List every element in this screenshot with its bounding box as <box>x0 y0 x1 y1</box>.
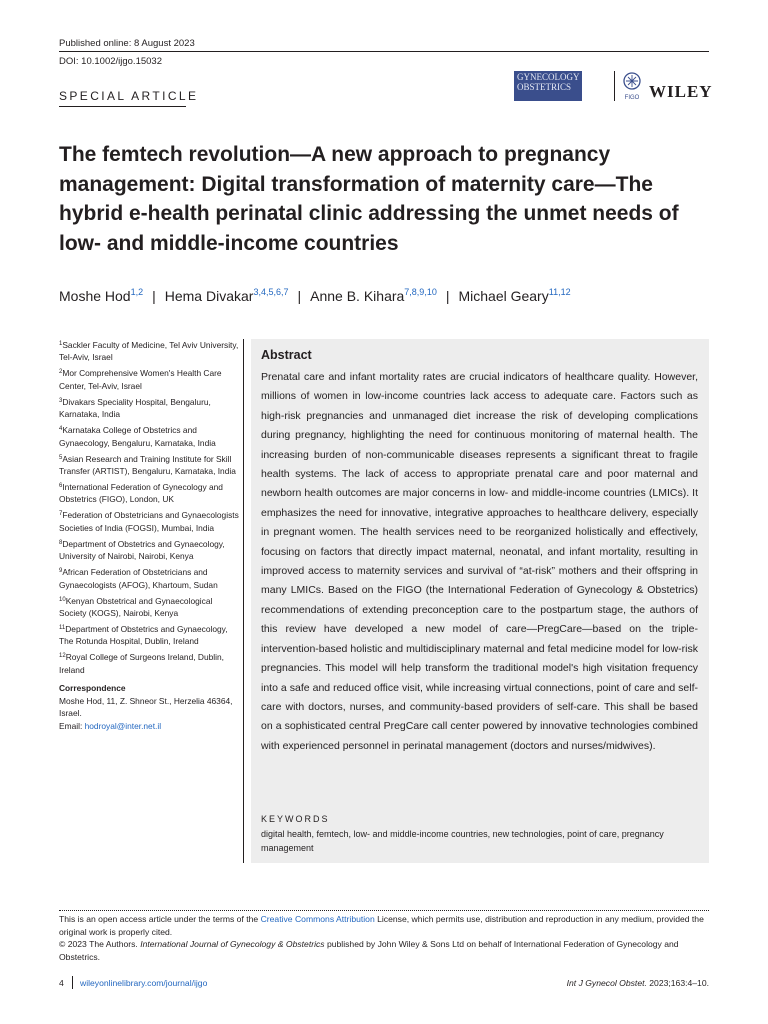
author-3[interactable] <box>310 288 437 304</box>
affiliation-item <box>59 338 239 364</box>
affiliation-number: 4 <box>59 426 63 433</box>
email-link[interactable]: hodroyal@inter.net.il <box>84 720 162 731</box>
figo-label: FIGO <box>624 95 640 101</box>
affiliation-text: Sackler Faculty of Medicine, Tel Aviv University, Tel-Aviv, Israel <box>59 340 239 363</box>
correspondence-heading: Correspondence <box>59 683 126 694</box>
affiliation-number: 12 <box>59 653 66 660</box>
affiliation-item <box>59 537 239 563</box>
citation-journal: Int J Gynecol Obstet. <box>566 978 647 988</box>
affiliation-number: 1 <box>59 341 63 347</box>
affiliation-text: Kenyan Obstetrical and Gynaecological Society (KOGS), Nairobi, Kenya <box>59 595 213 619</box>
affiliation-text: Karnataka College of Obstetrics and Gynaecology, Bengaluru, Karnataka, India <box>59 425 216 448</box>
affiliation-text: Mor Comprehensive Women's Health Care Center, Tel-Aviv, Israel <box>59 368 222 391</box>
journal-url[interactable]: wileyonlinelibrary.com/journal/ijgo <box>80 978 208 988</box>
affiliation-item <box>59 423 239 449</box>
affiliation-number: 11 <box>59 625 66 632</box>
correspondence-email-line <box>59 720 239 732</box>
journal-logo[interactable] <box>514 71 582 101</box>
author-affil-refs[interactable]: 11,12 <box>548 287 571 297</box>
affiliation-item <box>59 565 239 591</box>
affiliation-item <box>59 594 239 620</box>
footer-divider <box>72 976 73 989</box>
affiliation-item <box>59 452 239 478</box>
author-name: Michael Geary <box>458 288 549 304</box>
citation <box>567 978 709 988</box>
journal-logo-line-2: OBSTETRICS <box>517 81 572 92</box>
license-line <box>59 913 709 938</box>
author-name: Anne B. Kihara <box>310 288 405 304</box>
abstract-heading: Abstract <box>261 348 312 362</box>
copyright-post: published by John Wiley & Sons Ltd on behalf of International Federation of Gynecology and Obstetrics. <box>59 939 679 962</box>
affiliation-number: 8 <box>59 539 63 546</box>
section-label: SPECIAL ARTICLE <box>59 89 199 103</box>
affiliation-text: Royal College of Surgeons Ireland, Dublin, Ireland <box>59 652 224 675</box>
affiliation-number: 10 <box>59 596 66 603</box>
email-label: Email: <box>59 720 85 731</box>
doi[interactable]: DOI: 10.1002/ijgo.15032 <box>59 56 162 67</box>
affiliation-text: Divakars Speciality Hospital, Bengaluru, Karnataka, India <box>59 396 211 420</box>
copyright-pre: © 2023 The Authors. <box>59 939 141 950</box>
affiliation-number: 2 <box>59 369 63 376</box>
author-affil-refs[interactable]: 3,4,5,6,7 <box>253 287 289 297</box>
author-affil-refs[interactable]: 1,2 <box>130 287 144 297</box>
author-4[interactable] <box>458 288 570 304</box>
publisher-logo[interactable]: WILEY <box>649 82 713 101</box>
author-1[interactable] <box>59 288 143 304</box>
abstract-text: Prenatal care and infant mortality rates are crucial indicators of healthcare quality. However, millions of women in low-income countries lack access to adequate care. Factors such as high-risk pregnancies and unmanaged diet increase the risk of developing complications during pregnancy, highlighting the need for continuous monitoring of maternal health. The increasing burden of non-communicable diseases represents a significant threat to fragile health systems. The lack of access to appropriate prenatal care and poor maternal and newborn health outcomes are major concerns in low- and middle-income countries (LMICs). It emphasizes the need for innovative, integrative approaches to healthcare delivery, especially in pregnant women. The health services need to be reorganized holistically and effectively, focusing on factors that directly impact maternal, neonatal, and infant mortality, resulting in improved access to maternity services and survival of “at-risk” mothers and their offspring in many LMICs. Based on the FIGO (the International Federation of Gynecology & Obstetrics) recommendations of extending preconception care to the postpartum stage, the authors of this review have developed a new model of care—PregCare—based on the triple-intervention-based holistic and multidisciplinary maternal and fetal medicine model for low-risk pregnancies. This model will help transform the traditional model's high visitation frequency into a safe and reduced office visit, while increasing virtual connections, point of care and self-care with doctors, nurses, and community-based providers of self-care. This shall be based on a sophisticated central PregCare call center powered by innovative technologies combined with experienced personnel in perinatal management (doctors and nurses/midwives). <box>261 371 698 752</box>
author-2[interactable] <box>165 288 289 304</box>
license-text-pre: This is an open access article under the terms of the <box>59 914 261 924</box>
author-list <box>59 287 571 304</box>
author-name: Hema Divakar <box>164 288 254 304</box>
section-underline <box>59 106 186 107</box>
author-separator: | <box>445 288 450 304</box>
affiliation-item <box>59 622 239 648</box>
keywords-heading: KEYWORDS <box>261 814 330 824</box>
header-rule <box>59 51 709 52</box>
column-divider <box>243 339 244 863</box>
affiliation-number: 3 <box>59 397 63 404</box>
affiliation-text: Department of Obstetrics and Gynaecology, University of Nairobi, Nairobi, Kenya <box>59 538 225 562</box>
affiliation-text: Federation of Obstetricians and Gynaecologists Societies of India (FOGSI), Mumbai, India <box>59 510 239 533</box>
affiliation-text: Asian Research and Training Institute for Skill Transfer (ARTIST), Bengaluru, Karnataka, India <box>59 453 236 477</box>
abstract-box <box>251 339 709 863</box>
affiliation-item <box>59 366 239 392</box>
logo-divider <box>614 71 615 101</box>
affiliation-text: International Federation of Gynecology and Obstetrics (FIGO), London, UK <box>59 482 223 505</box>
published-date: Published online: 8 August 2023 <box>59 38 195 49</box>
journal-logo-line-1: GYNECOLOGY <box>517 72 580 82</box>
affiliation-number: 9 <box>59 568 63 575</box>
citation-details: 2023;163:4–10. <box>646 978 709 988</box>
author-affil-refs[interactable]: 7,8,9,10 <box>404 287 437 297</box>
correspondence-address: Moshe Hod, 11, Z. Shneor St., Herzelia 46364, Israel. <box>59 695 233 719</box>
journal-name: International Journal of Gynecology & Obstetrics <box>140 939 325 950</box>
figo-logo-icon[interactable] <box>621 71 643 101</box>
keywords-text: digital health, femtech, low- and middle-income countries, new technologies, point of care, pregnancy management <box>261 829 664 853</box>
affiliation-item <box>59 650 239 676</box>
author-separator: | <box>152 288 156 304</box>
affiliation-text: Department of Obstetrics and Gynaecology, The Rotunda Hospital, Dublin, Ireland <box>59 624 228 647</box>
affiliation-number: 6 <box>59 483 63 490</box>
article-title: The femtech revolution—A new approach to pregnancy management: Digital transformation of maternity care—The hybrid e-health perinatal clinic addressing the unmet needs of low- and middle-income countries <box>59 143 679 255</box>
affiliation-item <box>59 480 239 506</box>
footnote-divider <box>59 910 709 911</box>
page-number: 4 <box>59 978 64 988</box>
affiliation-item <box>59 395 239 421</box>
copyright-line <box>59 938 709 963</box>
author-name: Moshe Hod <box>59 288 131 304</box>
license-footnote <box>59 913 709 963</box>
license-text-post: License, which permits use, distribution and reproduction in any medium, provided the original work is properly cited. <box>59 914 704 937</box>
affiliations <box>59 338 239 732</box>
license-link[interactable]: Creative Commons Attribution <box>260 914 375 924</box>
affiliation-number: 5 <box>59 454 63 461</box>
affiliation-text: African Federation of Obstetricians and Gynaecologists (AFOG), Khartoum, Sudan <box>59 567 218 590</box>
affiliation-number: 7 <box>59 511 63 518</box>
affiliation-item <box>59 508 239 534</box>
author-separator: | <box>297 288 302 304</box>
